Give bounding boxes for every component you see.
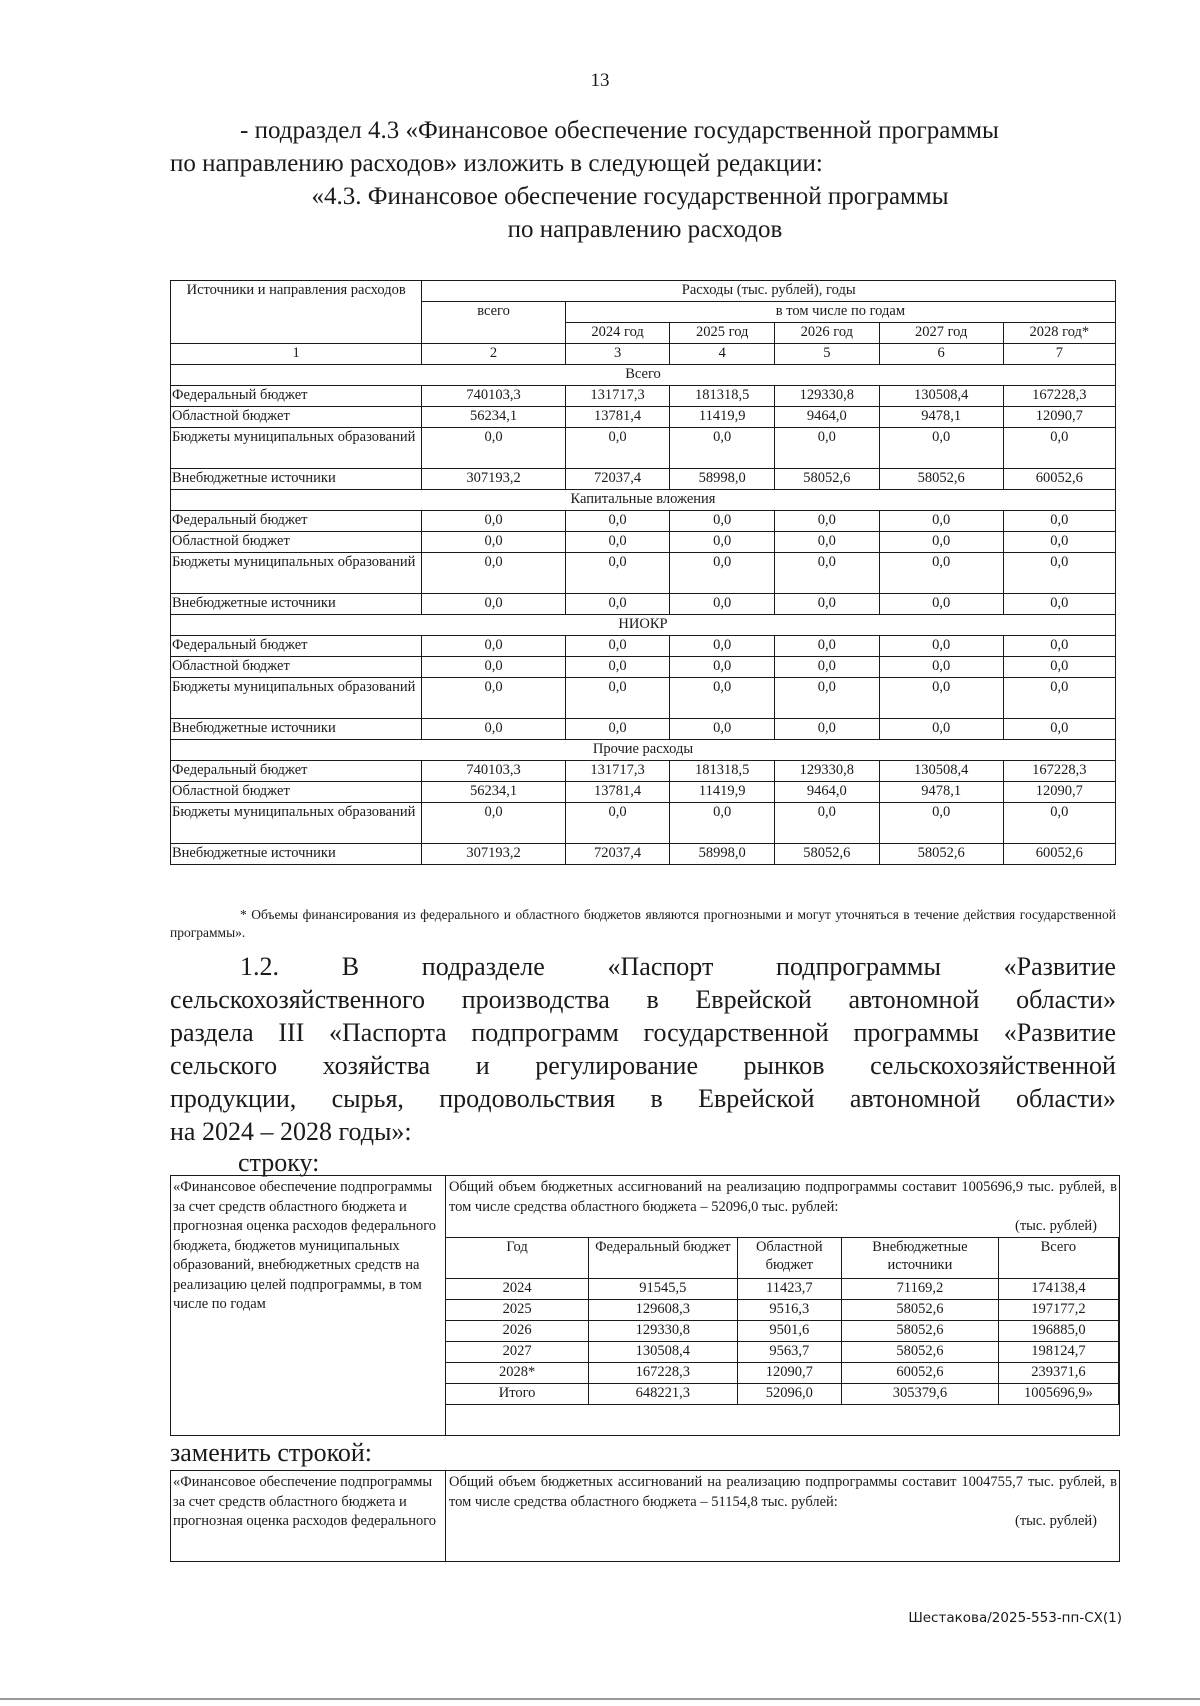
value-cell: 0,0: [1003, 719, 1115, 740]
value-cell: 129330,8: [775, 386, 880, 407]
passport-value-cell: 58052,6: [842, 1341, 999, 1362]
table-row: [171, 782, 1116, 803]
value-cell: 0,0: [879, 678, 1003, 719]
value-cell: 129330,8: [775, 761, 880, 782]
table-row: [171, 719, 1116, 740]
paragraph-word: области»: [1016, 985, 1116, 1014]
passport-value-cell: 2025: [446, 1299, 589, 1320]
table-header-row: [171, 281, 1116, 302]
table-row: [171, 532, 1116, 553]
value-cell: 0,0: [1003, 511, 1115, 532]
value-cell: 56234,1: [422, 407, 565, 428]
value-cell: 60052,6: [1003, 844, 1115, 865]
table-row: [171, 657, 1116, 678]
value-cell: 0,0: [879, 428, 1003, 469]
source-name: Областной бюджет: [171, 657, 422, 678]
value-cell: 740103,3: [422, 761, 565, 782]
paragraph-word: «Паспорт: [607, 952, 714, 981]
passport-value-cell: 129608,3: [589, 1299, 737, 1320]
value-cell: 0,0: [775, 636, 880, 657]
value-cell: 0,0: [1003, 678, 1115, 719]
passport-value-cell: 9516,3: [737, 1299, 842, 1320]
paragraph-word: подразделе: [421, 952, 545, 981]
value-cell: 0,0: [1003, 553, 1115, 594]
value-cell: 0,0: [775, 657, 880, 678]
source-name: Бюджеты муниципальных образований: [171, 678, 422, 719]
value-cell: 13781,4: [565, 407, 670, 428]
value-cell: 0,0: [422, 657, 565, 678]
value-cell: 0,0: [775, 532, 880, 553]
value-cell: 0,0: [1003, 803, 1115, 844]
value-cell: 0,0: [565, 636, 670, 657]
value-cell: 58998,0: [670, 469, 775, 490]
header-year: 2027 год: [879, 323, 1003, 344]
passport-right-cell: [446, 1176, 1119, 1435]
value-cell: 0,0: [670, 594, 775, 615]
financing-table: [170, 280, 1116, 865]
passport-year-row: [446, 1383, 1119, 1404]
value-cell: 0,0: [879, 594, 1003, 615]
header-year: 2025 год: [670, 323, 775, 344]
section-row: [171, 740, 1116, 761]
value-cell: 167228,3: [1003, 761, 1115, 782]
value-cell: 0,0: [565, 428, 670, 469]
header-expenses: Расходы (тыс. рублей), годы: [422, 281, 1116, 302]
paragraph-word: сельскохозяйственной: [870, 1051, 1116, 1080]
passport-year-row: [446, 1278, 1119, 1299]
value-cell: 0,0: [670, 428, 775, 469]
paragraph-word: Еврейской: [695, 985, 812, 1014]
paragraph-line: [170, 1082, 1116, 1115]
source-name: Бюджеты муниципальных образований: [171, 428, 422, 469]
header-by-years: в том числе по годам: [565, 302, 1115, 323]
intro-line-1: - подраздел 4.3 «Финансовое обеспечение государственной программы: [240, 117, 999, 144]
value-cell: 0,0: [1003, 594, 1115, 615]
value-cell: 0,0: [422, 428, 565, 469]
value-cell: 0,0: [1003, 636, 1115, 657]
passport-unit: (тыс. рублей): [1015, 1513, 1097, 1529]
table-footnote: * Объемы финансирования из федерального и областного бюджетов являются прогнозными и могут уточняться в течение действия государственной программы».: [170, 907, 1116, 940]
passport-value-cell: 9563,7: [737, 1341, 842, 1362]
value-cell: 11419,9: [670, 407, 775, 428]
passport-value-cell: 2028*: [446, 1362, 589, 1383]
passport-row-old: [170, 1175, 1120, 1436]
table-row: [171, 761, 1116, 782]
value-cell: 0,0: [565, 511, 670, 532]
source-name: Федеральный бюджет: [171, 636, 422, 657]
passport-value-cell: 305379,6: [842, 1383, 999, 1404]
section-row: [171, 365, 1116, 386]
value-cell: 12090,7: [1003, 407, 1115, 428]
table-row: [171, 844, 1116, 865]
value-cell: 181318,5: [670, 761, 775, 782]
table-row: [171, 469, 1116, 490]
value-cell: 307193,2: [422, 844, 565, 865]
passport-value-cell: 197177,2: [998, 1299, 1118, 1320]
passport-value-cell: 198124,7: [998, 1341, 1118, 1362]
column-number: 5: [775, 344, 880, 365]
value-cell: 130508,4: [879, 386, 1003, 407]
value-cell: 0,0: [879, 553, 1003, 594]
paragraph-word: сельского: [170, 1051, 278, 1080]
passport-header-cell: Год: [446, 1237, 589, 1278]
paragraph-word: области»: [1016, 1084, 1116, 1113]
value-cell: 167228,3: [1003, 386, 1115, 407]
passport-left-cell: «Финансовое обеспечение подпрограммы за счет средств областного бюджета и прогнозная оценка расходов федерального: [171, 1471, 446, 1561]
passport-value-cell: 58052,6: [842, 1320, 999, 1341]
passport-header-cell: Всего: [998, 1237, 1118, 1278]
value-cell: 9464,0: [775, 782, 880, 803]
source-name: Бюджеты муниципальных образований: [171, 803, 422, 844]
passport-value-cell: Итого: [446, 1383, 589, 1404]
paragraph-word: программы: [853, 1018, 980, 1047]
paragraph-line: [170, 1016, 1116, 1049]
financing-table-body: [171, 281, 1116, 865]
value-cell: 0,0: [565, 657, 670, 678]
passport-header-cell: Внебюджетные источники: [842, 1237, 999, 1278]
header-sources: Источники и направления расходов: [171, 281, 422, 344]
paragraph-word: «Развитие: [1003, 952, 1116, 981]
value-cell: 11419,9: [670, 782, 775, 803]
value-cell: 0,0: [775, 511, 880, 532]
passport-value-cell: 1005696,9»: [998, 1383, 1118, 1404]
value-cell: 58052,6: [879, 469, 1003, 490]
passport-header-cell: Федеральный бюджет: [589, 1237, 737, 1278]
label-replace: заменить строкой:: [170, 1438, 373, 1467]
column-number: 1: [171, 344, 422, 365]
header-year: 2026 год: [775, 323, 880, 344]
paragraph-line: на 2024 – 2028 годы»:: [170, 1117, 412, 1146]
value-cell: 13781,4: [565, 782, 670, 803]
value-cell: 0,0: [670, 678, 775, 719]
passport-year-row: [446, 1299, 1119, 1320]
value-cell: 0,0: [422, 594, 565, 615]
value-cell: 0,0: [565, 719, 670, 740]
value-cell: 60052,6: [1003, 469, 1115, 490]
bottom-rule: [0, 1698, 1200, 1700]
value-cell: 72037,4: [565, 844, 670, 865]
passport-value-cell: 2024: [446, 1278, 589, 1299]
value-cell: 72037,4: [565, 469, 670, 490]
passport-left-cell: «Финансовое обеспечение подпрограммы за счет средств областного бюджета и прогнозная оценка расходов федерального бюджета, бюджетов муниципальных образований, внебюджетных средств на реализацию целей подпрограммы, в том числе по годам: [171, 1176, 446, 1435]
source-name: Федеральный бюджет: [171, 386, 422, 407]
value-cell: 0,0: [775, 553, 880, 594]
table-row: [171, 803, 1116, 844]
paragraph-word: хозяйства: [322, 1051, 431, 1080]
column-number: 3: [565, 344, 670, 365]
value-cell: 0,0: [775, 803, 880, 844]
source-name: Федеральный бюджет: [171, 761, 422, 782]
value-cell: 0,0: [879, 657, 1003, 678]
value-cell: 0,0: [879, 511, 1003, 532]
passport-value-cell: 12090,7: [737, 1362, 842, 1383]
passport-value-cell: 174138,4: [998, 1278, 1118, 1299]
section-title: НИОКР: [171, 615, 1116, 636]
paragraph-word: в: [650, 1084, 663, 1113]
passport-value-cell: 91545,5: [589, 1278, 737, 1299]
passport-right-cell: [446, 1471, 1119, 1561]
document-code: Шестакова/2025-553-пп-СХ(1): [908, 1610, 1122, 1626]
column-number: 4: [670, 344, 775, 365]
paragraph-word: раздела: [170, 1018, 254, 1047]
value-cell: 0,0: [670, 532, 775, 553]
value-cell: 181318,5: [670, 386, 775, 407]
passport-year-row: [446, 1362, 1119, 1383]
paragraph-word: «Развитие: [1003, 1018, 1116, 1047]
value-cell: 0,0: [879, 803, 1003, 844]
section-row: [171, 615, 1116, 636]
paragraph-word: производства: [461, 985, 610, 1014]
paragraph-word: автономной: [849, 1084, 981, 1113]
section-row: [171, 490, 1116, 511]
header-year: 2028 год*: [1003, 323, 1115, 344]
value-cell: 0,0: [565, 803, 670, 844]
value-cell: 0,0: [1003, 532, 1115, 553]
passport-value-cell: 58052,6: [842, 1299, 999, 1320]
paragraph-word: В: [341, 952, 360, 981]
passport-value-cell: 2027: [446, 1341, 589, 1362]
column-number: 6: [879, 344, 1003, 365]
value-cell: 56234,1: [422, 782, 565, 803]
header-total: всего: [422, 302, 565, 344]
table-row: [171, 428, 1116, 469]
paragraph-word: рынков: [743, 1051, 825, 1080]
paragraph-line: [170, 1049, 1116, 1082]
paragraph-word: государственной: [643, 1018, 829, 1047]
value-cell: 58052,6: [775, 469, 880, 490]
passport-value-cell: 648221,3: [589, 1383, 737, 1404]
passport-header-row: [446, 1237, 1119, 1278]
passport-year-row: [446, 1341, 1119, 1362]
table-row: [171, 594, 1116, 615]
value-cell: 0,0: [670, 803, 775, 844]
value-cell: 0,0: [1003, 657, 1115, 678]
column-number-row: [171, 344, 1116, 365]
passport-row-new: [170, 1470, 1120, 1562]
source-name: Внебюджетные источники: [171, 469, 422, 490]
value-cell: 0,0: [879, 532, 1003, 553]
value-cell: 58052,6: [879, 844, 1003, 865]
passport-value-cell: 196885,0: [998, 1320, 1118, 1341]
source-name: Внебюджетные источники: [171, 844, 422, 865]
value-cell: 0,0: [775, 678, 880, 719]
value-cell: 307193,2: [422, 469, 565, 490]
value-cell: 0,0: [565, 594, 670, 615]
paragraph-word: 1.2.: [240, 952, 279, 981]
paragraph-line: [170, 950, 1116, 983]
paragraph-word: III: [278, 1018, 305, 1047]
value-cell: 0,0: [422, 636, 565, 657]
paragraph-word: автономной: [848, 985, 980, 1014]
value-cell: 0,0: [422, 678, 565, 719]
column-number: 2: [422, 344, 565, 365]
passport-unit: (тыс. рублей): [1015, 1218, 1097, 1234]
source-name: Областной бюджет: [171, 407, 422, 428]
source-name: Бюджеты муниципальных образований: [171, 553, 422, 594]
value-cell: 0,0: [670, 511, 775, 532]
passport-value-cell: 130508,4: [589, 1341, 737, 1362]
paragraph-word: регулирование: [535, 1051, 698, 1080]
table-row: [171, 678, 1116, 719]
paragraph-word: продовольствия: [439, 1084, 616, 1113]
paragraph-word: Еврейской: [698, 1084, 815, 1113]
value-cell: 131717,3: [565, 761, 670, 782]
source-name: Федеральный бюджет: [171, 511, 422, 532]
paragraph-word: сырья,: [331, 1084, 404, 1113]
value-cell: 0,0: [1003, 428, 1115, 469]
value-cell: 9464,0: [775, 407, 880, 428]
passport-value-cell: 60052,6: [842, 1362, 999, 1383]
value-cell: 0,0: [422, 553, 565, 594]
value-cell: 0,0: [565, 678, 670, 719]
source-name: Областной бюджет: [171, 782, 422, 803]
passport-total-text: Общий объем бюджетных ассигнований на реализацию подпрограммы составит 1005696,9 тыс. рублей, в том числе средства областного бюджета – 52096,0 тыс. рублей:: [449, 1179, 1117, 1215]
value-cell: 740103,3: [422, 386, 565, 407]
paragraph-word: сельскохозяйственного: [170, 985, 425, 1014]
paragraph-word: в: [646, 985, 659, 1014]
value-cell: 0,0: [565, 532, 670, 553]
passport-value-cell: 52096,0: [737, 1383, 842, 1404]
passport-value-cell: 9501,6: [737, 1320, 842, 1341]
paragraph-word: подпрограммы: [776, 952, 941, 981]
table-row: [171, 553, 1116, 594]
heading-line-2: по направлению расходов: [507, 216, 783, 243]
table-row: [171, 386, 1116, 407]
value-cell: 0,0: [775, 719, 880, 740]
section-title: Всего: [171, 365, 1116, 386]
table-row: [171, 636, 1116, 657]
passport-value-cell: 239371,6: [998, 1362, 1118, 1383]
label-line: строку:: [238, 1148, 320, 1177]
value-cell: 0,0: [670, 657, 775, 678]
column-number: 7: [1003, 344, 1115, 365]
value-cell: 130508,4: [879, 761, 1003, 782]
paragraph-word: и: [475, 1051, 490, 1080]
passport-years-table: [445, 1237, 1119, 1405]
passport-total-text: Общий объем бюджетных ассигнований на реализацию подпрограммы составит 1004755,7 тыс. рублей, в том числе средства областного бюджета – 51154,8 тыс. рублей:: [449, 1474, 1117, 1510]
value-cell: 0,0: [670, 636, 775, 657]
source-name: Областной бюджет: [171, 532, 422, 553]
intro-text: [170, 114, 1120, 180]
value-cell: 9478,1: [879, 407, 1003, 428]
source-name: Внебюджетные источники: [171, 594, 422, 615]
table-row: [171, 407, 1116, 428]
value-cell: 58998,0: [670, 844, 775, 865]
section-heading: [170, 180, 1120, 246]
page-number: 13: [590, 70, 610, 91]
source-name: Внебюджетные источники: [171, 719, 422, 740]
value-cell: 0,0: [879, 636, 1003, 657]
value-cell: 0,0: [879, 719, 1003, 740]
value-cell: 0,0: [422, 532, 565, 553]
paragraph-word: продукции,: [170, 1084, 297, 1113]
paragraph-word: подпрограмм: [471, 1018, 619, 1047]
value-cell: 0,0: [422, 803, 565, 844]
intro-line-2: по направлению расходов» изложить в следующей редакции:: [170, 150, 823, 177]
value-cell: 9478,1: [879, 782, 1003, 803]
passport-header-cell: Областной бюджет: [737, 1237, 842, 1278]
value-cell: 12090,7: [1003, 782, 1115, 803]
value-cell: 58052,6: [775, 844, 880, 865]
value-cell: 0,0: [670, 553, 775, 594]
passport-value-cell: 11423,7: [737, 1278, 842, 1299]
value-cell: 0,0: [565, 553, 670, 594]
amendment-paragraph: [170, 950, 1116, 1148]
passport-value-cell: 71169,2: [842, 1278, 999, 1299]
table-row: [171, 511, 1116, 532]
value-cell: 0,0: [422, 511, 565, 532]
passport-years-body: [446, 1237, 1119, 1404]
value-cell: 131717,3: [565, 386, 670, 407]
section-title: Прочие расходы: [171, 740, 1116, 761]
paragraph-word: «Паспорта: [329, 1018, 447, 1047]
passport-value-cell: 129330,8: [589, 1320, 737, 1341]
value-cell: 0,0: [775, 428, 880, 469]
passport-value-cell: 2026: [446, 1320, 589, 1341]
passport-year-row: [446, 1320, 1119, 1341]
heading-line-1: «4.3. Финансовое обеспечение государственной программы: [311, 183, 949, 210]
section-title: Капитальные вложения: [171, 490, 1116, 511]
value-cell: 0,0: [670, 719, 775, 740]
header-year: 2024 год: [565, 323, 670, 344]
paragraph-line: [170, 983, 1116, 1016]
passport-value-cell: 167228,3: [589, 1362, 737, 1383]
value-cell: 0,0: [422, 719, 565, 740]
value-cell: 0,0: [775, 594, 880, 615]
